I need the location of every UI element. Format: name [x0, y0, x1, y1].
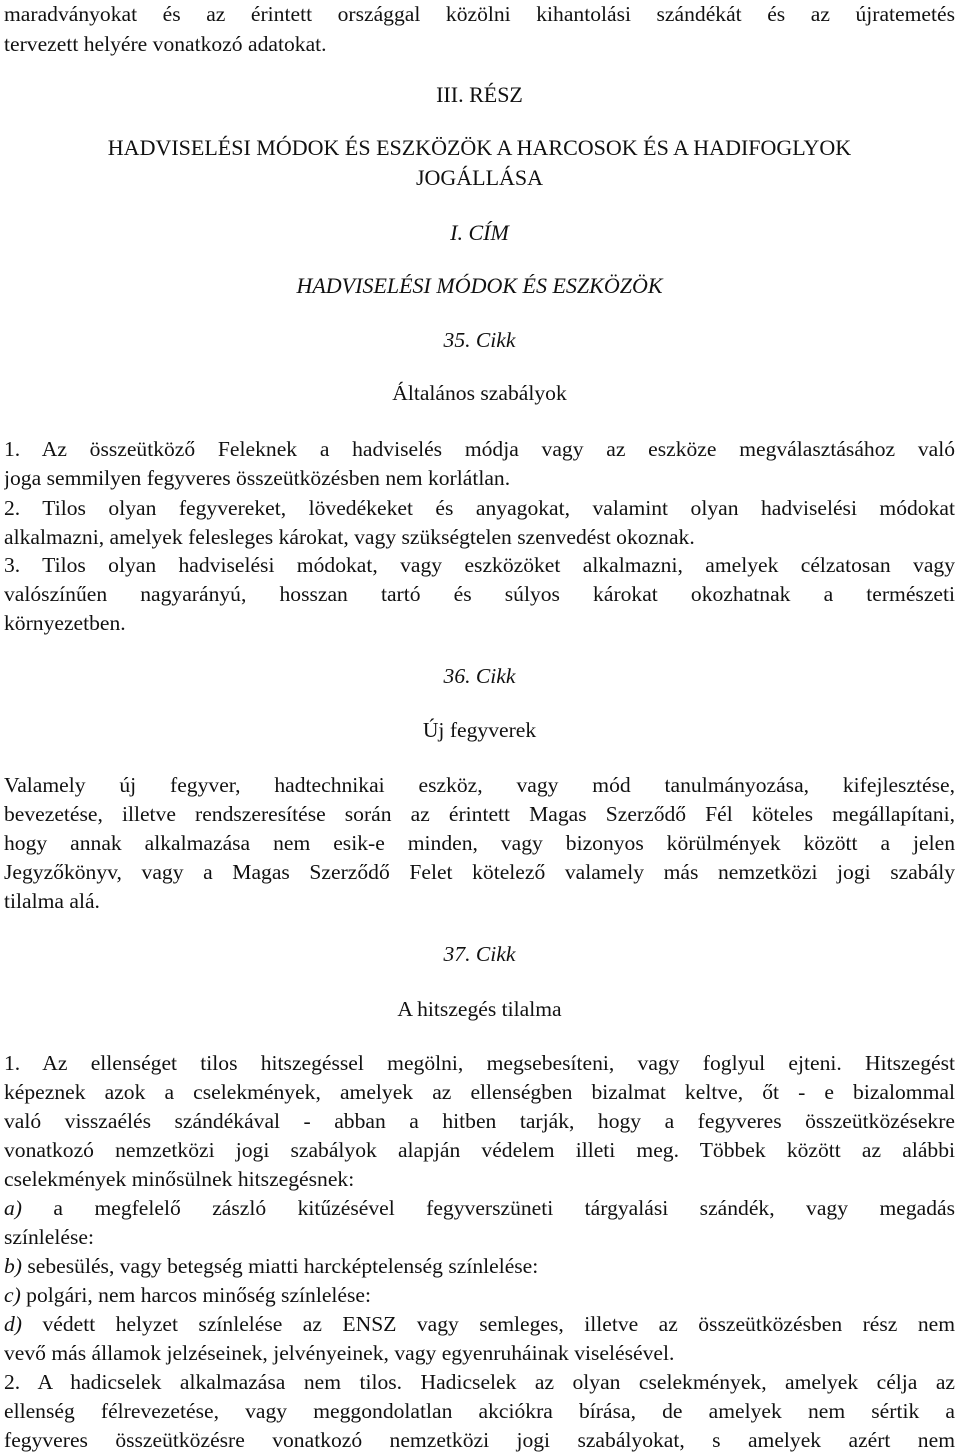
title-label: I. CÍM: [450, 220, 509, 245]
paragraph-line: cselekmények minősülnek hitszegésnek:: [4, 1167, 355, 1191]
list-marker: b): [4, 1254, 22, 1278]
list-item-b: [4, 1252, 955, 1281]
paragraph-line: való visszaélés szándékával - abban a hitben tarják, hogy a fegyveres összeütközésekre: [4, 1109, 955, 1133]
paragraph-line: környezetben.: [4, 611, 126, 635]
list-item-text: védett helyzet színlelése az ENSZ vagy semleges, illetve az összeütközésben rész nem: [22, 1312, 955, 1336]
paragraph-line: vonatkozó nemzetközi jogi szabályok alapján védelem illeti meg. Többek között az alábbi: [4, 1138, 955, 1162]
paragraph-line: színlelése:: [4, 1225, 94, 1249]
list-marker: a): [4, 1196, 22, 1220]
list-item-text: polgári, nem harcos minőség színlelése:: [20, 1283, 371, 1307]
paragraph-line: fegyveres összeütközésre vonatkozó nemzetközi jogi szabályokat, s amelyek azért nem: [4, 1428, 955, 1452]
part-title: JOGÁLLÁSA: [415, 165, 544, 190]
paragraph-line: Valamely új fegyver, hadtechnikai eszköz, vagy mód tanulmányozása, kifejlesztése,: [4, 773, 955, 797]
paragraph-line: 2. A hadicselek alkalmazása nem tilos. Hadicselek az olyan cselekmények, amelyek célja az: [4, 1370, 955, 1394]
paragraph-line: bevezetése, illetve rendszeresítése során az érintett Magas Szerződő Fél köteles megállapítani,: [4, 802, 955, 826]
paragraph-line: 2. Tilos olyan fegyvereket, lövedékeket és anyagokat, valamint olyan hadviselési módokat: [4, 496, 955, 520]
part-title: HADVISELÉSI MÓDOK ÉS ESZKÖZÖK A HARCOSOK ÉS A HADIFOGLYOK: [107, 135, 852, 160]
list-item-a: [4, 1194, 955, 1223]
list-item-text: a megfelelő zászló kitűzésével fegyverszüneti tárgyalási szándék, vagy megadás: [22, 1196, 955, 1220]
title-heading: HADVISELÉSI MÓDOK ÉS ESZKÖZÖK: [296, 273, 663, 298]
article-number: 36. Cikk: [443, 664, 516, 688]
article-title: A hitszegés tilalma: [397, 997, 562, 1021]
list-marker: c): [4, 1283, 21, 1307]
article-number: 35. Cikk: [443, 328, 516, 352]
list-item-text: sebesülés, vagy betegség miatti harcképtelenség színlelése:: [22, 1254, 539, 1278]
article-title: Új fegyverek: [422, 718, 537, 742]
paragraph-line: maradványokat és az érintett országgal közölni kihantolási szándékát és az újratemetés: [4, 2, 955, 26]
paragraph-line: 3. Tilos olyan hadviselési módokat, vagy eszközöket alkalmazni, amelyek célzatosan vagy: [4, 553, 955, 577]
list-marker: d): [4, 1312, 22, 1336]
paragraph-line: 1. Az összeütköző Feleknek a hadviselés módja vagy az eszköze megválasztásához való: [4, 437, 955, 461]
paragraph-line: 1. Az ellenséget tilos hitszegéssel megölni, megsebesíteni, vagy foglyul ejteni. Hitszegést: [4, 1051, 955, 1075]
paragraph-line: képeznek azok a cselekmények, amelyek az ellenségben bizalmat keltve, őt - e bizalommal: [4, 1080, 955, 1104]
paragraph-line: hogy annak alkalmazása nem esik-e minden, vagy bizonyos körülmények között a jelen: [4, 831, 955, 855]
list-item-d: [4, 1310, 955, 1339]
part-label: III. RÉSZ: [436, 82, 523, 107]
paragraph-line: tilalma alá.: [4, 889, 100, 913]
document-page: [4, 0, 955, 1456]
article-title: Általános szabályok: [392, 381, 567, 405]
article-number: 37. Cikk: [443, 942, 516, 966]
paragraph-line: Jegyzőkönyv, vagy a Magas Szerződő Felet kötelező valamely más nemzetközi jogi szabály: [4, 860, 955, 884]
paragraph-line: tervezett helyére vonatkozó adatokat.: [4, 32, 327, 56]
paragraph-line: alkalmazni, amelyek felesleges károkat, vagy szükségtelen szenvedést okoznak.: [4, 525, 695, 549]
paragraph-line: valószínűen nagyarányú, hosszan tartó és súlyos károkat okozhatnak a természeti: [4, 582, 955, 606]
list-item-c: [4, 1281, 955, 1310]
paragraph-line: ellenség félrevezetése, vagy meggondolatlan akciókra bírása, de amelyek nem sértik a: [4, 1399, 955, 1423]
paragraph-line: vevő más államok jelzéseinek, jelvényeinek, vagy egyenruháinak viselésével.: [4, 1341, 675, 1365]
paragraph-line: joga semmilyen fegyveres összeütközésben nem korlátlan.: [4, 466, 511, 490]
